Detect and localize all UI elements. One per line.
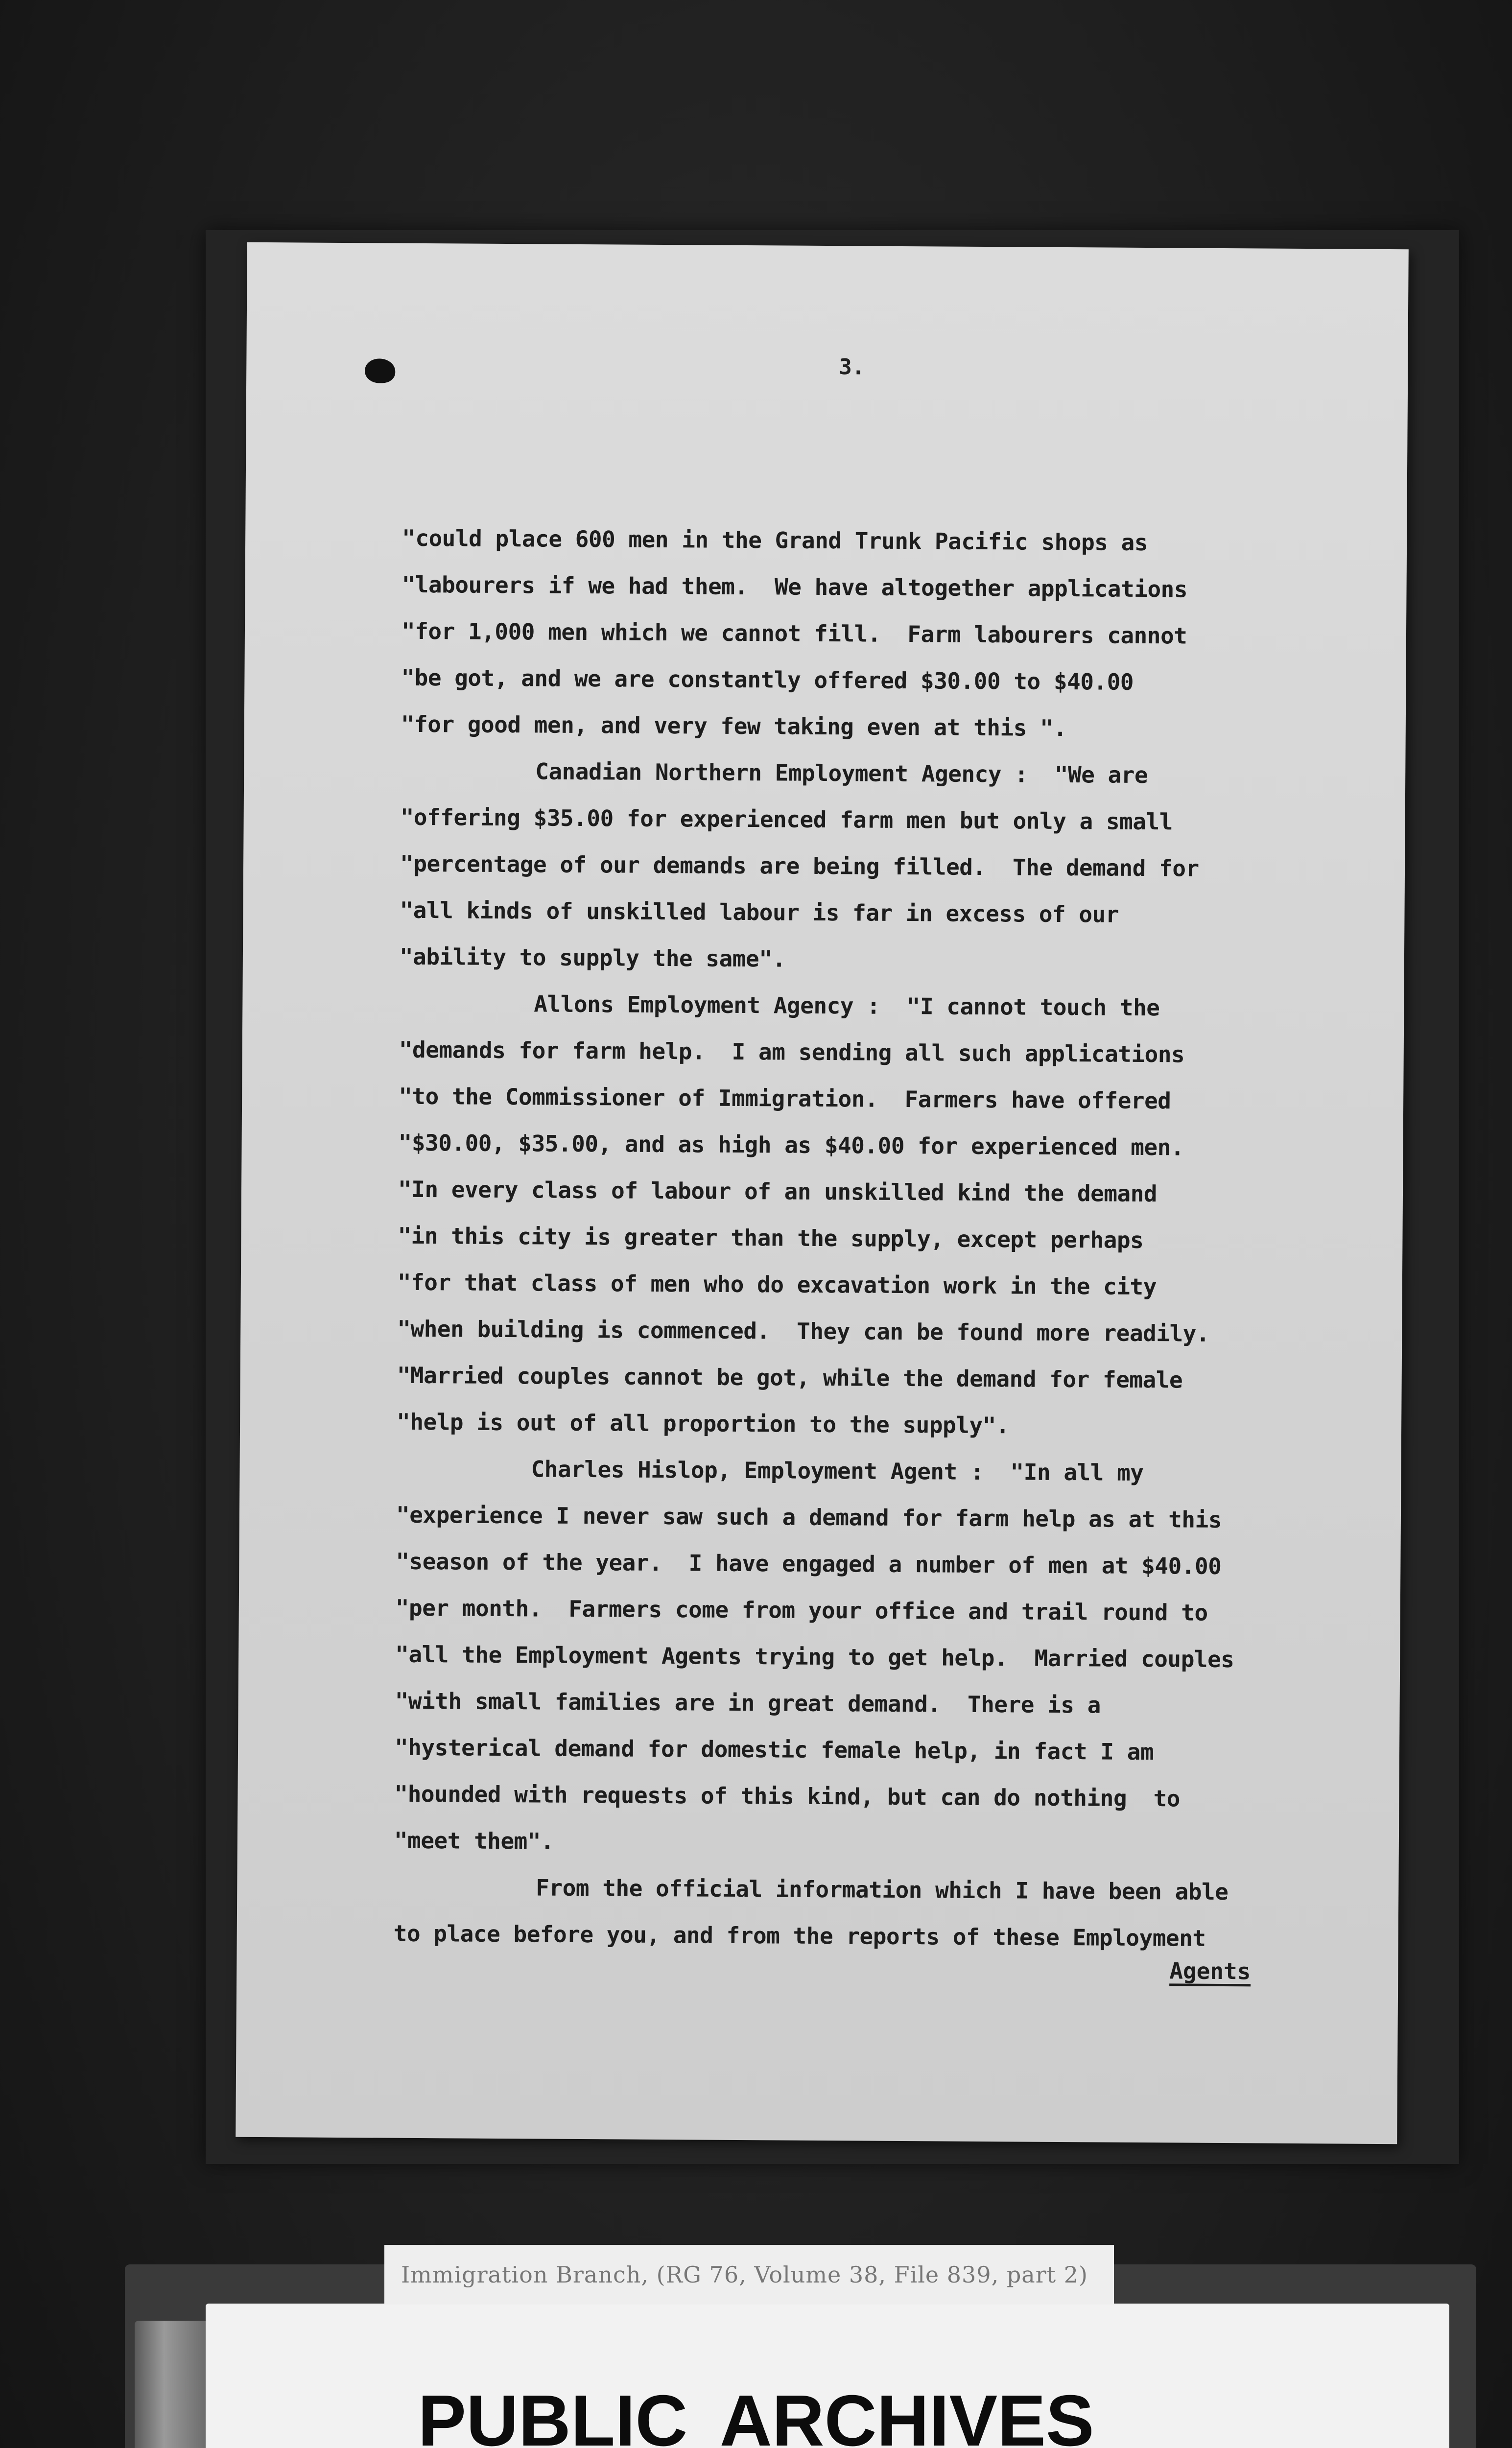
paragraph-start-line: From the official information which I have been able xyxy=(536,1874,1228,1906)
body-line: "when building is commenced. They can be found more readily. xyxy=(397,1315,1210,1347)
body-line: "hounded with requests of this kind, but can do nothing to xyxy=(394,1780,1181,1812)
body-line: "demands for farm help. I am sending all such applications xyxy=(399,1036,1185,1068)
typed-letter-page xyxy=(236,242,1409,2144)
body-line: "for 1,000 men which we cannot fill. Farm labourers cannot xyxy=(401,617,1187,649)
body-line: "to the Commissioner of Immigration. Farmers have offered xyxy=(399,1083,1171,1114)
body-line: "for that class of men who do excavation work in the city xyxy=(397,1269,1157,1300)
body-line: "Married couples cannot be got, while the demand for female xyxy=(397,1362,1183,1393)
body-line: "could place 600 men in the Grand Trunk Pacific shops as xyxy=(402,524,1148,556)
body-line: "for good men, and very few taking even at this ". xyxy=(401,710,1067,742)
body-line: "all kinds of unskilled labour is far in excess of our xyxy=(400,896,1119,928)
body-line: "be got, and we are constantly offered $30.00 to $40.00 xyxy=(401,664,1134,695)
reference-label: Immigration Branch, (RG 76, Volume 38, File 839, part 2) xyxy=(384,2245,1114,2305)
paragraph-start-line: Charles Hislop, Employment Agent : "In all my xyxy=(531,1456,1144,1486)
body-line: "in this city is greater than the supply, except perhaps xyxy=(398,1222,1144,1254)
body-line: "help is out of all proportion to the supply". xyxy=(396,1408,1010,1439)
body-line: "labourers if we had them. We have altogether applications xyxy=(402,571,1188,603)
paragraph-start-line: Allons Employment Agency : "I cannot touch the xyxy=(534,990,1160,1021)
body-line: to place before you, and from the reports of these Employment xyxy=(393,1920,1206,1952)
punch-hole xyxy=(365,358,395,383)
letter-body xyxy=(393,515,1401,1963)
body-line: "hysterical demand for domestic female help, in fact I am xyxy=(394,1734,1154,1765)
body-line: "meet them". xyxy=(394,1827,554,1855)
catchword-agents: Agents xyxy=(1169,1958,1251,1986)
body-line: "experience I never saw such a demand for farm help as at this xyxy=(396,1501,1222,1533)
body-line: "offering $35.00 for experienced farm men but only a small xyxy=(400,803,1173,835)
paragraph-start-line: Canadian Northern Employment Agency : "We are xyxy=(535,758,1148,789)
body-line: "ability to supply the same". xyxy=(399,943,786,972)
body-line: "per month. Farmers come from your office and trail round to xyxy=(395,1594,1208,1626)
body-line: "$30.00, $35.00, and as high as $40.00 for experienced men. xyxy=(398,1129,1184,1161)
archive-title-english: PUBLIC ARCHIVES xyxy=(418,2380,1094,2448)
body-line: "with small families are in great demand. There is a xyxy=(395,1687,1101,1718)
page-number: 3. xyxy=(839,354,865,380)
body-line: "season of the year. I have engaged a number of men at $40.00 xyxy=(396,1548,1222,1579)
body-line: "percentage of our demands are being filled. The demand for xyxy=(400,850,1199,882)
body-line: "In every class of labour of an unskilled kind the demand xyxy=(398,1176,1158,1207)
body-line: "all the Employment Agents trying to get help. Married couples xyxy=(395,1641,1234,1673)
